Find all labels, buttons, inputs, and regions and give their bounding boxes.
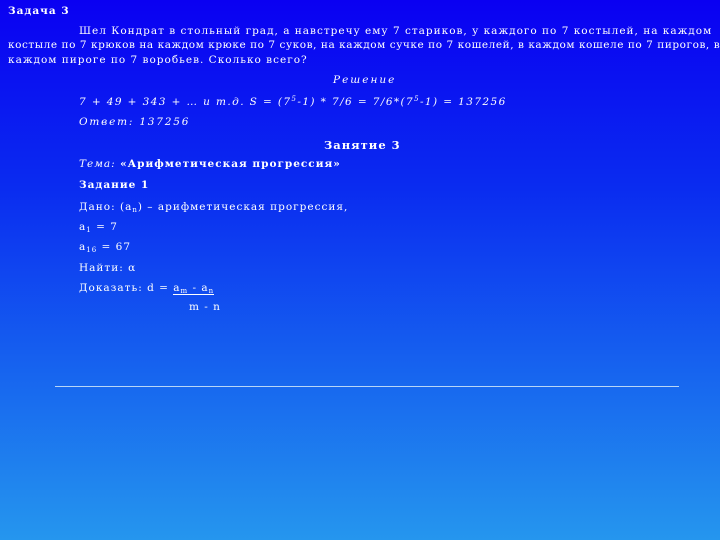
formula-exponent-1: 5 — [291, 95, 298, 103]
task-title: Задача 3 — [8, 5, 70, 17]
topic-label: Тема: — [79, 158, 121, 170]
formula-part-c: -1) = 137256 — [419, 96, 507, 108]
prove-num-a-subscript: m — [180, 287, 189, 295]
task-text-line-1: Шел Кондрат в стольный град, а навстречу ему 7 стариков, у каждого по 7 костылей, на каждом — [79, 25, 713, 37]
topic-line — [79, 158, 341, 170]
formula-part-b: -1) * 7/6 = 7/6*(7 — [297, 96, 415, 108]
a16-base: a — [79, 241, 87, 253]
a16-value: = 67 — [97, 241, 132, 253]
a1-subscript: 1 — [86, 226, 92, 234]
prove-num-mid: - a — [188, 282, 209, 294]
given-line — [79, 201, 348, 214]
given-prefix: Дано: (a — [79, 201, 133, 213]
answer-line: Ответ: 137256 — [79, 116, 191, 128]
prove-fraction-denominator: m - n — [189, 301, 221, 313]
find-line: Найти: α — [79, 262, 137, 274]
prove-label: Доказать: d = — [79, 282, 174, 294]
formula-part-a: 7 + 49 + 343 + … и т.д. S = (7 — [79, 96, 292, 108]
task-text-line-3: каждом пироге по 7 воробьев. Сколько всего? — [8, 54, 308, 66]
assignment-title: Задание 1 — [79, 179, 150, 191]
given-subscript: n — [132, 206, 138, 214]
solution-formula — [79, 95, 507, 108]
topic-value: «Арифметическая прогрессия» — [120, 158, 341, 170]
prove-num-a: a — [173, 282, 181, 294]
prove-fraction-numerator — [173, 282, 214, 294]
horizontal-divider — [55, 386, 679, 387]
given-suffix: ) – арифметическая прогрессия, — [137, 201, 349, 213]
a16-subscript: 16 — [86, 246, 98, 254]
prove-line — [79, 282, 214, 295]
a16-line — [79, 241, 131, 254]
lesson-title: Занятие 3 — [324, 138, 401, 152]
prove-num-b-subscript: n — [208, 287, 215, 295]
task-text-line-2: костыле по 7 крюков на каждом крюке по 7 суков, на каждом сучке по 7 кошелей, в каждом кошеле по 7 пирогов, в — [8, 39, 720, 51]
a1-line — [79, 221, 118, 234]
formula-exponent-2: 5 — [414, 95, 420, 103]
a1-base: a — [79, 221, 87, 233]
solution-heading: Решение — [333, 74, 397, 86]
a1-value: = 7 — [91, 221, 118, 233]
